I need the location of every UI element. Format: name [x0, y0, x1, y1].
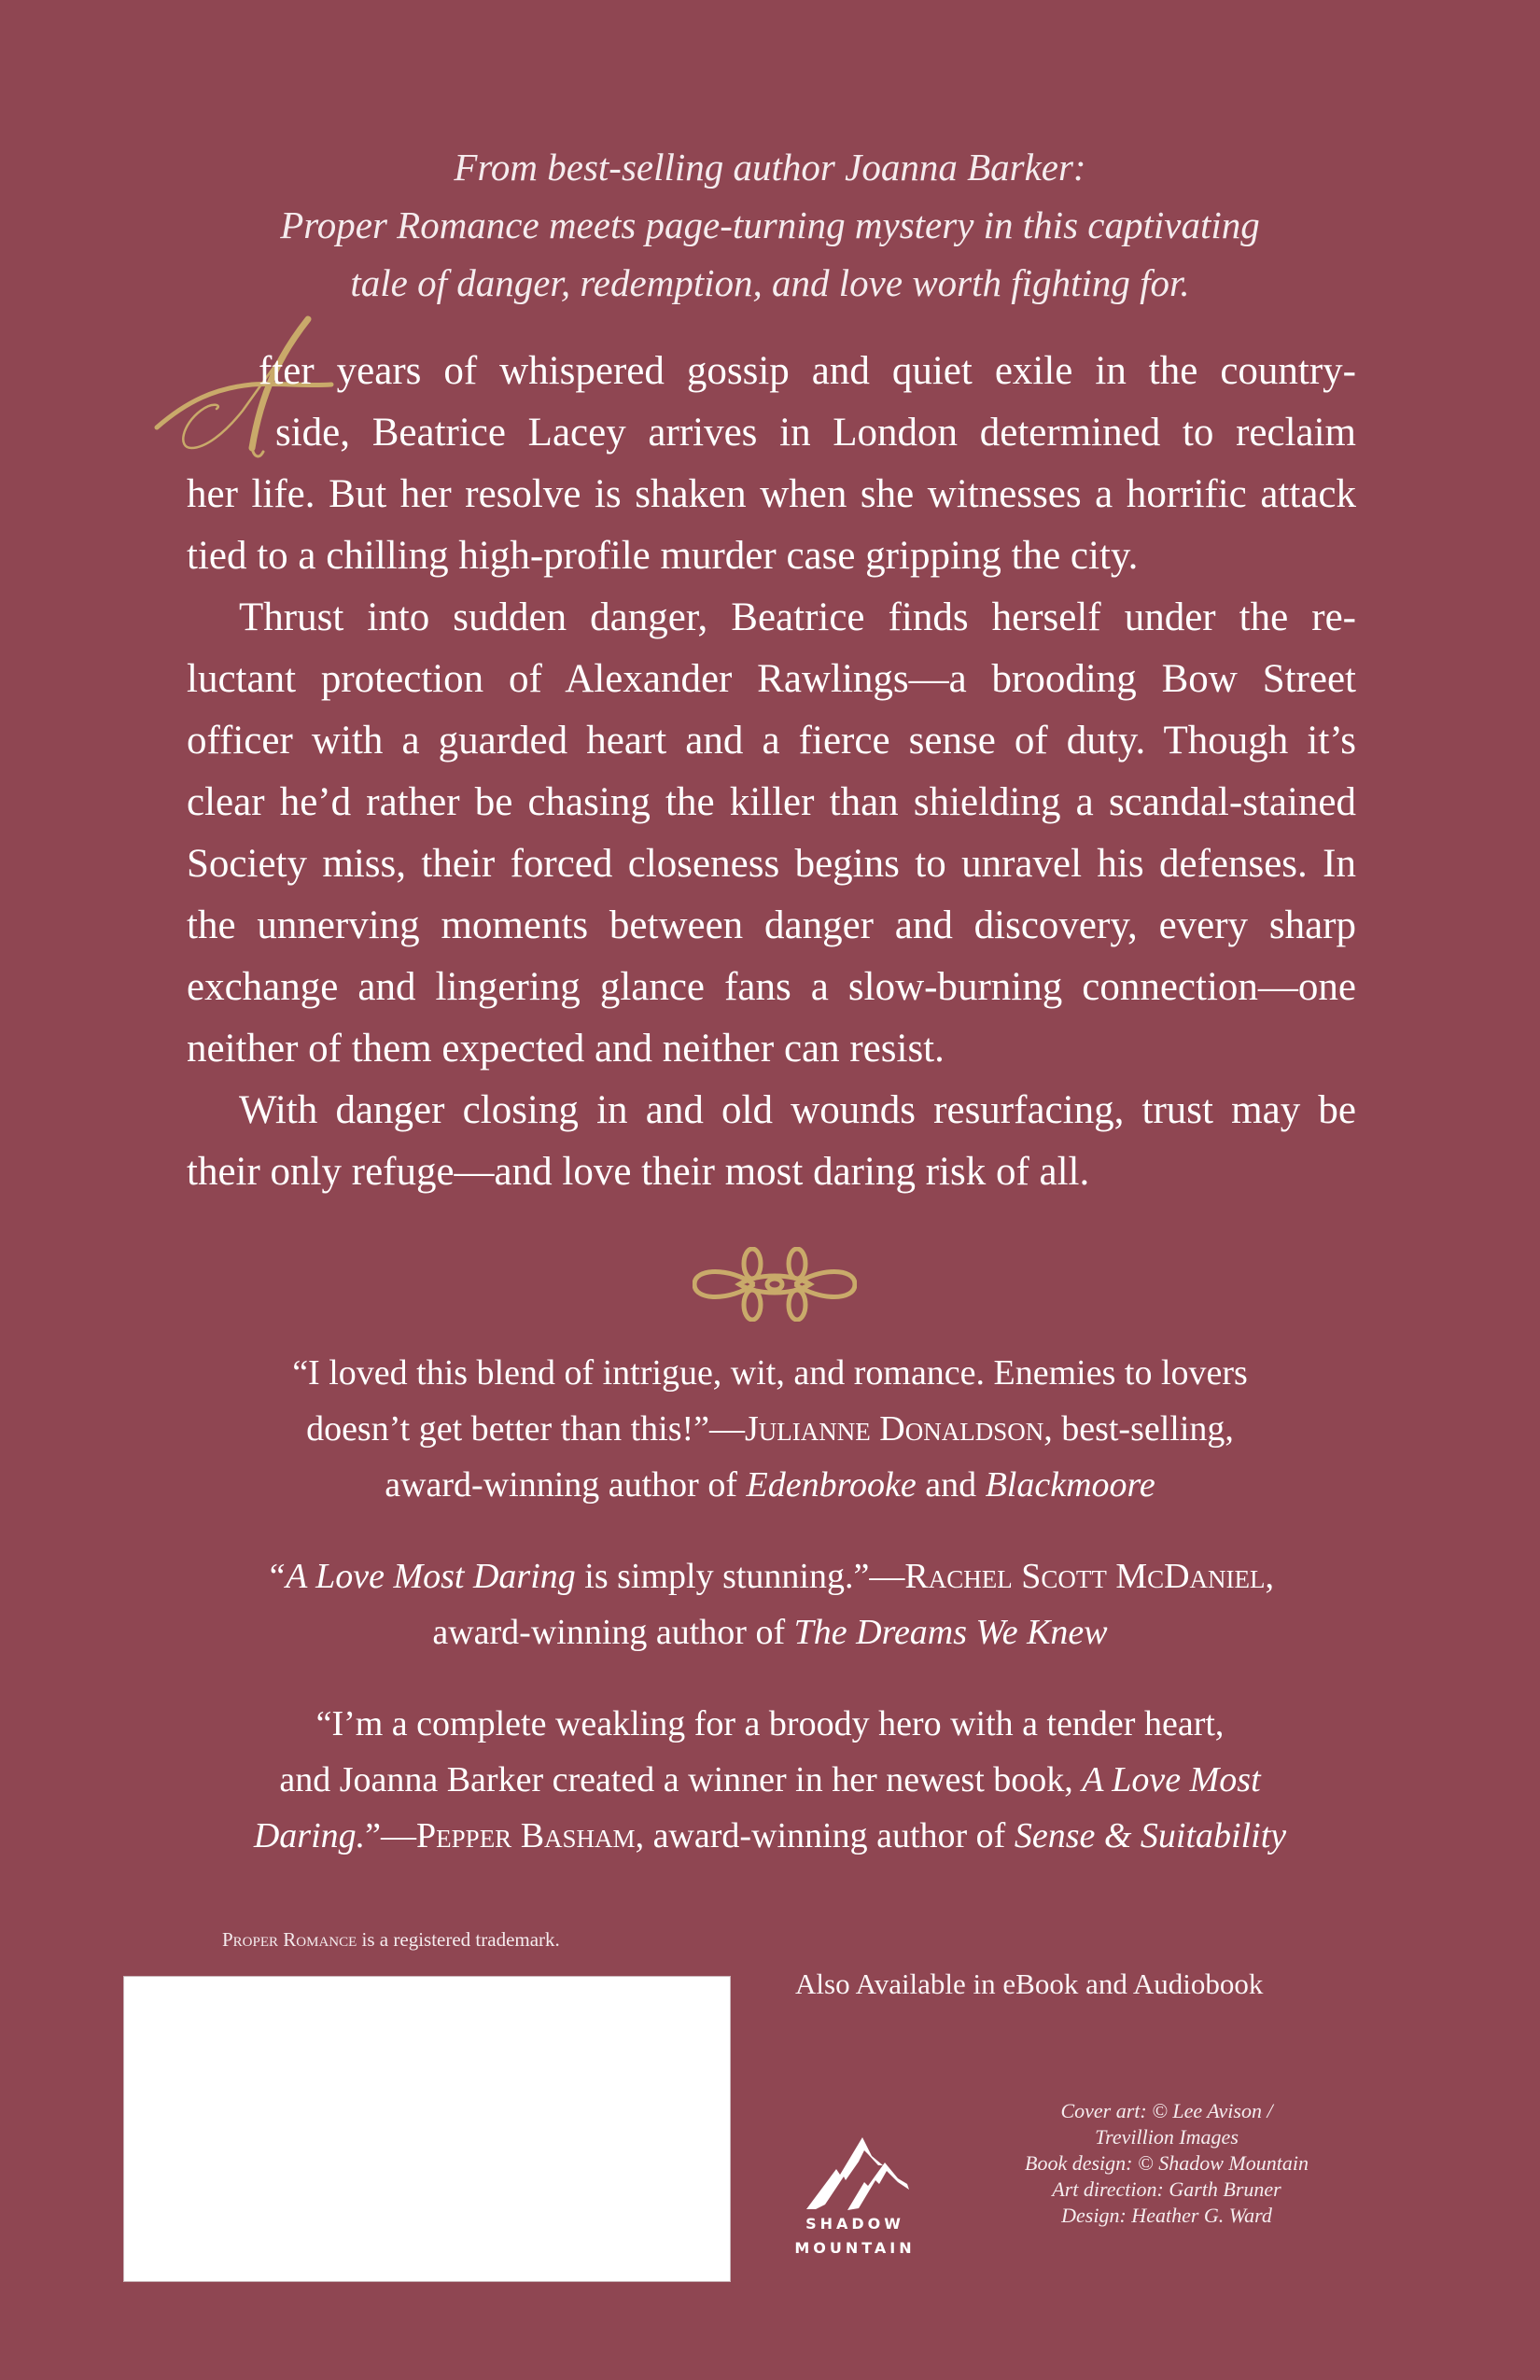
credit-line: Art direction: Garth Bruner — [1052, 2177, 1281, 2201]
book-title: A Love Most — [1082, 1760, 1261, 1799]
barcode-area — [123, 1976, 731, 2282]
paragraph — [187, 341, 1356, 587]
book-title: Blackmoore — [985, 1465, 1155, 1505]
book-title: Edenbrooke — [746, 1465, 917, 1505]
review-author: Pepper Basham — [416, 1816, 636, 1855]
publisher-name-line: SHADOW — [805, 2215, 904, 2233]
conjunction: and — [916, 1465, 986, 1505]
tagline-line: tale of danger, redemption, and love worth fighting for. — [350, 261, 1190, 304]
author-credential: award-winning author of — [385, 1465, 747, 1505]
body-line: Thrust into sudden danger, Beatrice finds herself under the re- — [239, 595, 1356, 639]
body-line: her life. But her resolve is shaken when she witnesses a horrific attack — [187, 472, 1356, 516]
availability-note: Also Available in eBook and Audiobook — [795, 1967, 1264, 2000]
tagline-line: From best-selling author Joanna Barker: — [454, 146, 1086, 189]
book-title: Sense & Suitability — [1014, 1816, 1287, 1855]
trademark-text: is a registered trademark. — [357, 1928, 560, 1951]
review-basham — [187, 1696, 1353, 1864]
author-credential: , award-winning author of — [635, 1816, 1015, 1855]
quote-text: “I’m a complete weakling for a broody hero with a tender heart, — [315, 1704, 1225, 1743]
author-credential: , best-selling, — [1043, 1409, 1234, 1449]
book-title: Daring. — [253, 1816, 366, 1855]
publisher-name-line: MOUNTAIN — [794, 2239, 916, 2257]
quote-open: “ — [265, 1557, 287, 1596]
comma: , — [1265, 1557, 1275, 1596]
review-author: Rachel Scott McDaniel — [904, 1557, 1266, 1596]
body-line: fter years of whispered gossip and quiet exile in the country- — [259, 349, 1356, 393]
quote-text: and Joanna Barker created a winner in her newest book, — [279, 1760, 1083, 1799]
body-line: Society miss, their forced closeness begins to unravel his defenses. In — [187, 842, 1356, 886]
publisher-name — [790, 2212, 920, 2261]
body-line: tied to a chilling high-profile murder case gripping the city. — [187, 534, 1139, 578]
quote-close: ”— — [365, 1816, 417, 1855]
body-line: luctant protection of Alexander Rawlings—a brooding Bow Street — [187, 657, 1356, 701]
body-line: neither of them expected and neither can resist. — [187, 1027, 945, 1071]
body-line: clear he’d rather be chasing the killer than shielding a scandal-stained — [187, 780, 1356, 824]
book-description — [187, 341, 1356, 1203]
endorsements — [187, 1345, 1353, 1899]
credit-line: Cover art: © Lee Avison / — [1060, 2099, 1273, 2122]
review-donaldson — [187, 1345, 1353, 1513]
body-line: exchange and lingering glance fans a slow-burning connection—one — [187, 965, 1356, 1009]
quote-text: is simply stunning.”— — [575, 1557, 905, 1596]
body-line: officer with a guarded heart and a fierce sense of duty. Though it’s — [187, 719, 1356, 763]
tagline-line: Proper Romance meets page-turning mystery in this captivating — [280, 203, 1260, 246]
trademark-notice — [222, 1928, 560, 1952]
body-line: their only refuge—and love their most daring risk of all. — [187, 1150, 1090, 1194]
design-credits — [952, 2098, 1381, 2229]
credit-line: Book design: © Shadow Mountain — [1025, 2151, 1309, 2175]
paragraph — [187, 1080, 1356, 1203]
credit-line: Design: Heather G. Ward — [1061, 2204, 1272, 2227]
gold-knot-ornament-icon — [693, 1247, 857, 1322]
trademark-brand: Proper Romance — [222, 1928, 357, 1951]
quote-text: “I loved this blend of intrigue, wit, and romance. Enemies to lovers — [292, 1353, 1248, 1393]
body-line: With danger closing in and old wounds resurfacing, trust may be — [239, 1088, 1356, 1132]
book-title: The Dreams We Knew — [793, 1613, 1108, 1652]
tagline — [187, 138, 1353, 312]
paragraph — [187, 587, 1356, 1080]
book-title: A Love Most Daring — [286, 1557, 576, 1596]
body-line: side, Beatrice Lacey arrives in London determined to reclaim — [275, 411, 1356, 455]
review-author: Julianne Donaldson — [745, 1409, 1044, 1449]
quote-text: doesn’t get better than this!”— — [306, 1409, 746, 1449]
author-credential: award-winning author of — [432, 1613, 794, 1652]
review-mcdaniel — [187, 1548, 1353, 1660]
body-line: the unnerving moments between danger and discovery, every sharp — [187, 903, 1356, 947]
credit-line: Trevillion Images — [1095, 2125, 1239, 2149]
